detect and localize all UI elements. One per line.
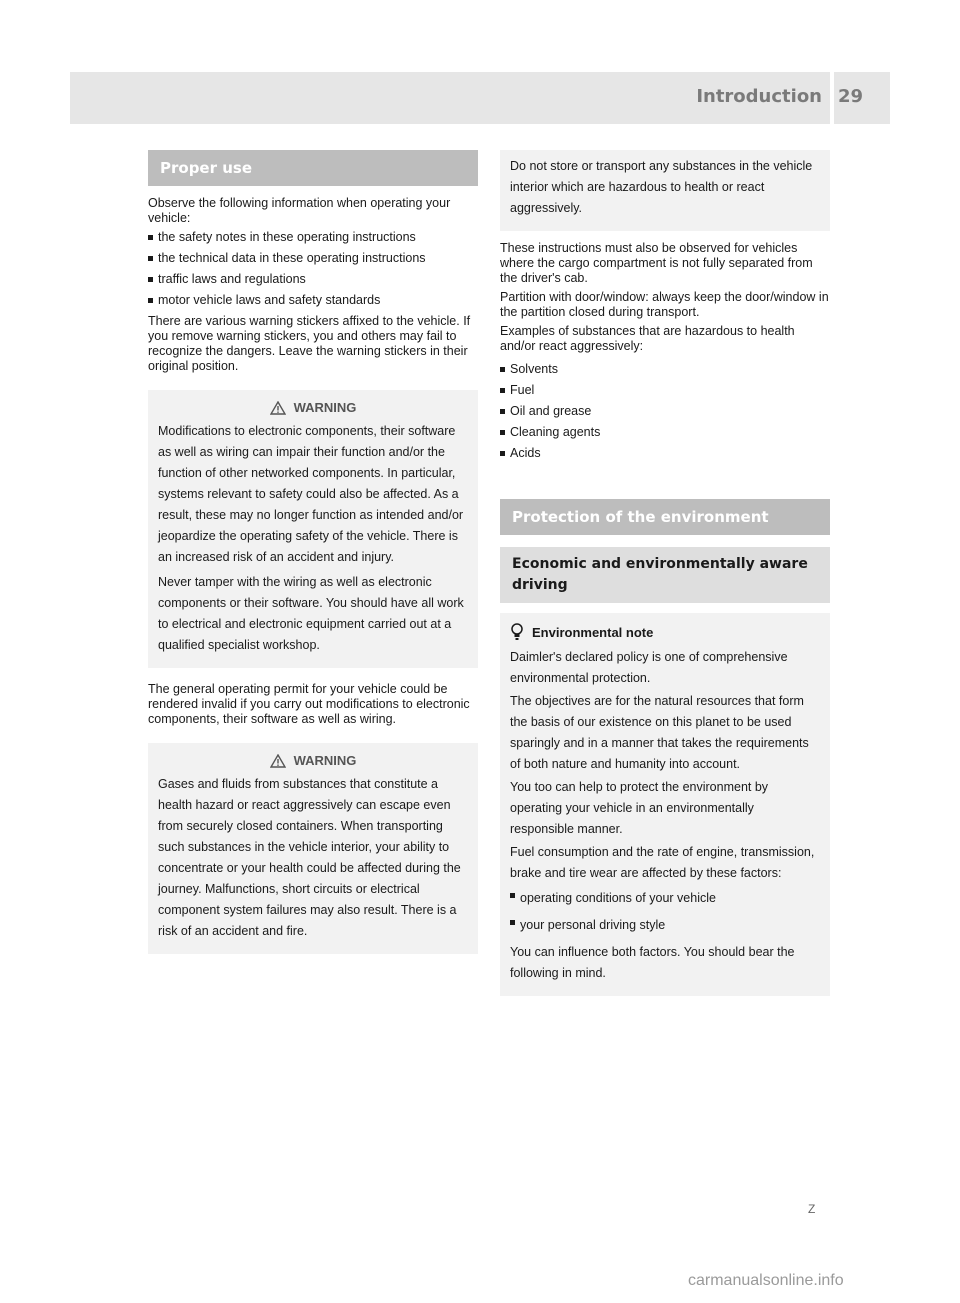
list-item: Fuel bbox=[500, 383, 830, 398]
warning-triangle-icon bbox=[270, 754, 286, 768]
footer-code: Z bbox=[808, 1202, 816, 1216]
page-number: 29 bbox=[838, 86, 864, 107]
warning-box-continued bbox=[500, 150, 830, 231]
warning-title bbox=[158, 753, 468, 768]
list-item: the safety notes in these operating instructions bbox=[148, 230, 478, 245]
warning-box-substances bbox=[148, 743, 478, 954]
proper-use-list bbox=[148, 230, 478, 308]
list-item: Solvents bbox=[500, 362, 830, 377]
warning-paragraph: Never tamper with the wiring as well as electronic components or their software. You should have all work to electrical and electronic equipment carried out at a qualified specialist workshop. bbox=[158, 575, 464, 652]
right-column bbox=[500, 150, 830, 996]
watermark-text: carmanualsonline.info bbox=[688, 1272, 844, 1289]
examples-paragraph: Examples of substances that are hazardous to health and/or react aggressively: bbox=[500, 324, 795, 353]
warning-title bbox=[158, 400, 468, 415]
environmental-note-title bbox=[510, 623, 820, 641]
list-item: traffic laws and regulations bbox=[148, 272, 478, 287]
lightbulb-icon bbox=[510, 623, 524, 641]
environmental-note-label: Environmental note bbox=[532, 624, 654, 640]
warning-paragraph: Do not store or transport any substances in the vehicle interior which are hazardous to health or react aggressively. bbox=[510, 159, 813, 215]
list-item: Acids bbox=[500, 446, 830, 461]
permit-paragraph: The general operating permit for your vehicle could be rendered invalid if you carry out modifications to electronic components, their software as well as wiring. bbox=[148, 682, 470, 726]
chapter-title: Introduction bbox=[696, 86, 822, 107]
list-item: Cleaning agents bbox=[500, 425, 830, 440]
warning-label: WARNING bbox=[293, 400, 357, 415]
header-separator bbox=[830, 72, 834, 124]
proper-use-intro: Observe the following information when operating your vehicle: bbox=[148, 196, 451, 225]
warning-triangle-icon bbox=[270, 401, 286, 415]
warning-label: WARNING bbox=[293, 753, 357, 768]
warning-paragraph: Gases and fluids from substances that constitute a health hazard or react aggressively can escape even from securely closed containers. When transporting such substances in the vehicle interior, your ability to concentrate or your health could be affected during the journey. Malfunctions, short circuits or electrical component system failures may also result. There is a risk of an accident and fire. bbox=[158, 777, 461, 938]
note-paragraph: The objectives are for the natural resources that form the basis of our existence on this planet to be used sparingly and in a manner that takes the requirements of both nature and humanity into account. bbox=[510, 694, 809, 771]
partition-paragraph: Partition with door/window: always keep the door/window in the partition closed during transport. bbox=[500, 290, 829, 319]
note-paragraph: Daimler's declared policy is one of comprehensive environmental protection. bbox=[510, 650, 788, 685]
note-paragraph: You too can help to protect the environment by operating your vehicle in an environmentally responsible manner. bbox=[510, 780, 769, 836]
list-item: the technical data in these operating instructions bbox=[148, 251, 478, 266]
note-paragraph: You can influence both factors. You should bear the following in mind. bbox=[510, 945, 795, 980]
list-item: operating conditions of your vehicle bbox=[510, 888, 820, 909]
list-item: motor vehicle laws and safety standards bbox=[148, 293, 478, 308]
section-heading-proper-use: Proper use bbox=[148, 150, 478, 186]
warning-paragraph: Modifications to electronic components, their software as well as wiring can impair their function and/or the function of other networked components. In particular, systems relevant to safety could also be affected. As a result, these may no longer function as intended and/or jeopardize the operating safety of the vehicle. There is an increased risk of an accident and injury. bbox=[158, 424, 464, 564]
section-heading-environment: Protection of the environment bbox=[500, 499, 830, 535]
environmental-note-box bbox=[500, 613, 830, 996]
stickers-paragraph: There are various warning stickers affixed to the vehicle. If you remove warning stickers, you and others may fail to recognize the dangers. Leave the warning stickers in their original position. bbox=[148, 314, 471, 373]
warning-box-electronics bbox=[148, 390, 478, 668]
list-item: Oil and grease bbox=[500, 404, 830, 419]
left-column bbox=[148, 150, 478, 954]
note-paragraph: Fuel consumption and the rate of engine, transmission, brake and tire wear are affected by these factors: bbox=[510, 845, 815, 880]
subsection-heading-eco-driving: Economic and environmentally aware driving bbox=[500, 547, 830, 603]
factors-list bbox=[510, 888, 820, 936]
cargo-paragraph: These instructions must also be observed for vehicles where the cargo compartment is not fully separated from the driver's cab. bbox=[500, 241, 813, 285]
substances-list bbox=[500, 362, 830, 461]
list-item: your personal driving style bbox=[510, 915, 820, 936]
